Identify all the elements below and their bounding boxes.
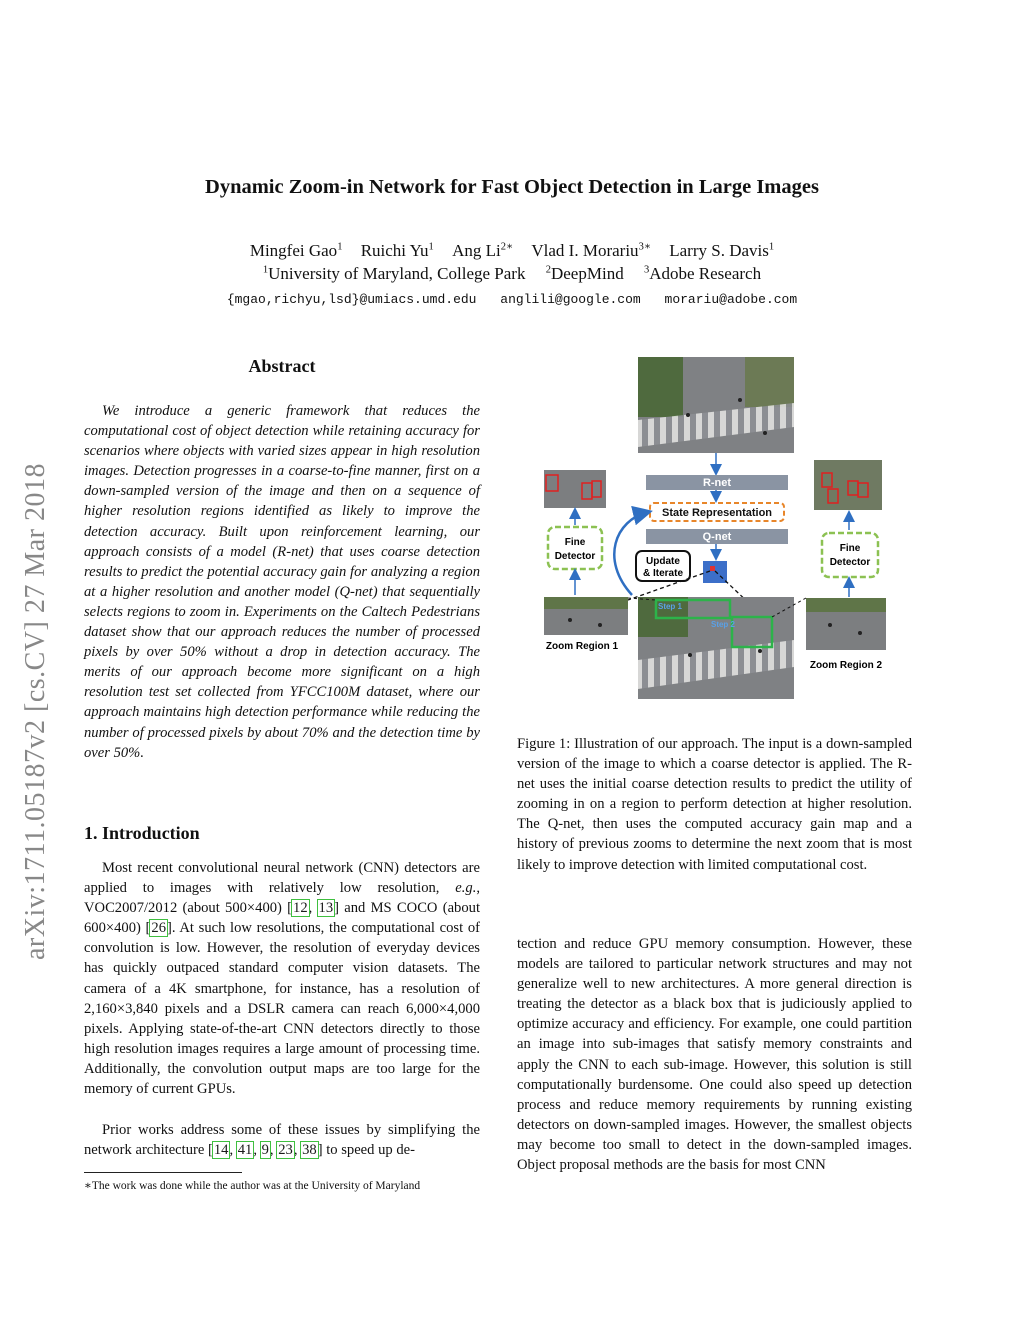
citation-link[interactable]: 23 [278, 1142, 293, 1159]
paper-title: Dynamic Zoom-in Network for Fast Object Detection in Large Images [205, 176, 819, 198]
update-label: Update [646, 556, 680, 567]
zoom-region-1-label: Zoom Region 1 [545, 641, 619, 652]
figure-1-diagram [540, 355, 890, 700]
coarse-crop-right [814, 460, 882, 510]
fine-detector-left-label-2: Detector [554, 551, 596, 562]
iterate-label: & Iterate [642, 568, 684, 579]
abstract-text: We introduce a generic framework that reduces the computational cost of object detection while retaining accuracy for scenarios where objects with varied sizes appear in high resolution images. Detection progresses in a coarse-to-fine manner, first on a down-sampled version of the image and then on a sequence of higher resolution regions identified as likely to improve the detection accuracy. Built upon reinforcement learning, our approach consists of a model (R-net) that uses coarse detection results to predict the potential accuracy gain for analyzing a region at a higher resolution and another model (Q-net) that sequentially selects regions to zoom in. Experiments on the Caltech Pedestrians dataset show that our approach reduces the number of processed pixels by over 50% without a drop in detection accuracy. The merits of our approach become more significant on a high resolution test set collected from YFCC100M dataset, where our approach maintains high detection performance while reducing the number of processed pixels by about 70% and the detection time by over 50%. [84, 403, 480, 761]
footnote-rule [84, 1172, 242, 1173]
fine-detector-right-label-1: Fine [839, 543, 861, 554]
affiliation: $^1$University of Maryland, College Park [262, 264, 526, 283]
citation-link[interactable]: 14 [213, 1142, 229, 1159]
r-net-label: R-net [702, 477, 732, 489]
author: Ang $Li^{2∗}$ [452, 240, 514, 260]
citation-link[interactable]: 9 [261, 1142, 269, 1159]
zoom-region-1-image [544, 597, 628, 635]
author: Vlad I. Morariu$^{3∗}$ [531, 240, 651, 260]
step-2-label: Step 2 [710, 620, 736, 629]
author: Mingfei Gao$^1$ [249, 240, 343, 260]
arxiv-stamp: arXiv:1711.05187v2 [cs.CV] 27 Mar 2018 [20, 462, 51, 960]
affiliation-list [0, 264, 1024, 284]
intro-paragraph-2: Prior works address some of these issues by simplifying the network architecture [14, 41, 9, 23, 38] to speed up de- [84, 1122, 480, 1159]
author-list [0, 240, 1024, 261]
email-list [0, 292, 1024, 307]
zoom-region-2-image [806, 598, 886, 650]
fine-detector-left-label-1: Fine [564, 537, 586, 548]
citation-link[interactable]: 41 [237, 1142, 253, 1159]
citation-link[interactable]: 12 [293, 900, 308, 917]
author: Ruichi Yu$^1$ [360, 240, 434, 260]
step-1-label: Step 1 [657, 602, 683, 611]
footnote: ∗The work was done while the author was at the University of Maryland [84, 1180, 421, 1192]
q-net-label: Q-net [702, 531, 732, 543]
intro-paragraph-continued: tection and reduce GPU memory consumption. However, these models are tailored to particular network structures and may not generalize well to new architectures. A more general direction is treating the detector as a black box that is judiciously applied to optimize accuracy and efficiency. For example, one could partition an image into sub-images that satisfy memory constraints and apply the CNN to each sub-image. However, this solution is still computationally burdensome. One could also speed up detection process and reduce memory requirements by running existing detectors on down-sampled images. However, the smallest objects may become too small to detect in the down-sampled images. Object proposal methods are the basis for most CNN [517, 936, 912, 1174]
intro-paragraph-1: Most recent convolutional neural network (CNN) detectors are applied to images with relatively low resolution, e.g., VOC2007/2012 (about 500×400) [12, 13] and MS COCO (about 600×400) [26]. At such low resolutions, the computational cost of convolution is low. However, the resolution of everyday devices has quickly outpaced standard computer vision datasets. The camera of a 4K smartphone, for instance, has a resolution of 2,160×3,840 pixels and a DSLR camera can reach 6,000×4,000 pixels. Applying state-of-the-art CNN detectors directly to those high resolution images requires a large amount of processing time. Additionally, the convolution output maps are too large for the memory of current GPUs. [84, 860, 481, 1098]
section-heading-introduction: 1. Introduction [84, 823, 200, 843]
fine-detector-left [548, 527, 602, 569]
figure-1-caption: Figure 1: Illustration of our approach. The input is a down-sampled version of the image to which a coarse detector is applied. The R-net uses the initial coarse detection results to predict the utility of zooming in on a region to perform detection at higher resolution. The Q-net, then uses the computed accuracy gain map and a history of previous zooms to determine the next zoom that is most likely to improve detection with limited computational cost. [517, 736, 912, 873]
fine-detector-right-label-2: Detector [829, 557, 871, 568]
zoom-region-2-label: Zoom Region 2 [809, 660, 883, 671]
email: anglili@google.com [500, 292, 641, 307]
citation-link[interactable]: 13 [318, 900, 334, 917]
affiliation: $^3$Adobe Research [643, 264, 762, 283]
email: morariu@adobe.com [664, 292, 798, 307]
abstract-heading: Abstract [248, 356, 316, 376]
citation-link[interactable]: 38 [302, 1142, 317, 1159]
author: Larry S. Davis$^1$ [669, 240, 775, 260]
fine-detector-right [822, 533, 878, 577]
coarse-crop-left [544, 470, 606, 508]
input-image [638, 357, 794, 453]
state-representation-label: State Representation [661, 507, 773, 519]
affiliation: $^2$DeepMind [545, 264, 624, 283]
email: {mgao,richyu,lsd}@umiacs.umd.edu [226, 292, 477, 307]
citation-link[interactable]: 26 [151, 920, 166, 937]
